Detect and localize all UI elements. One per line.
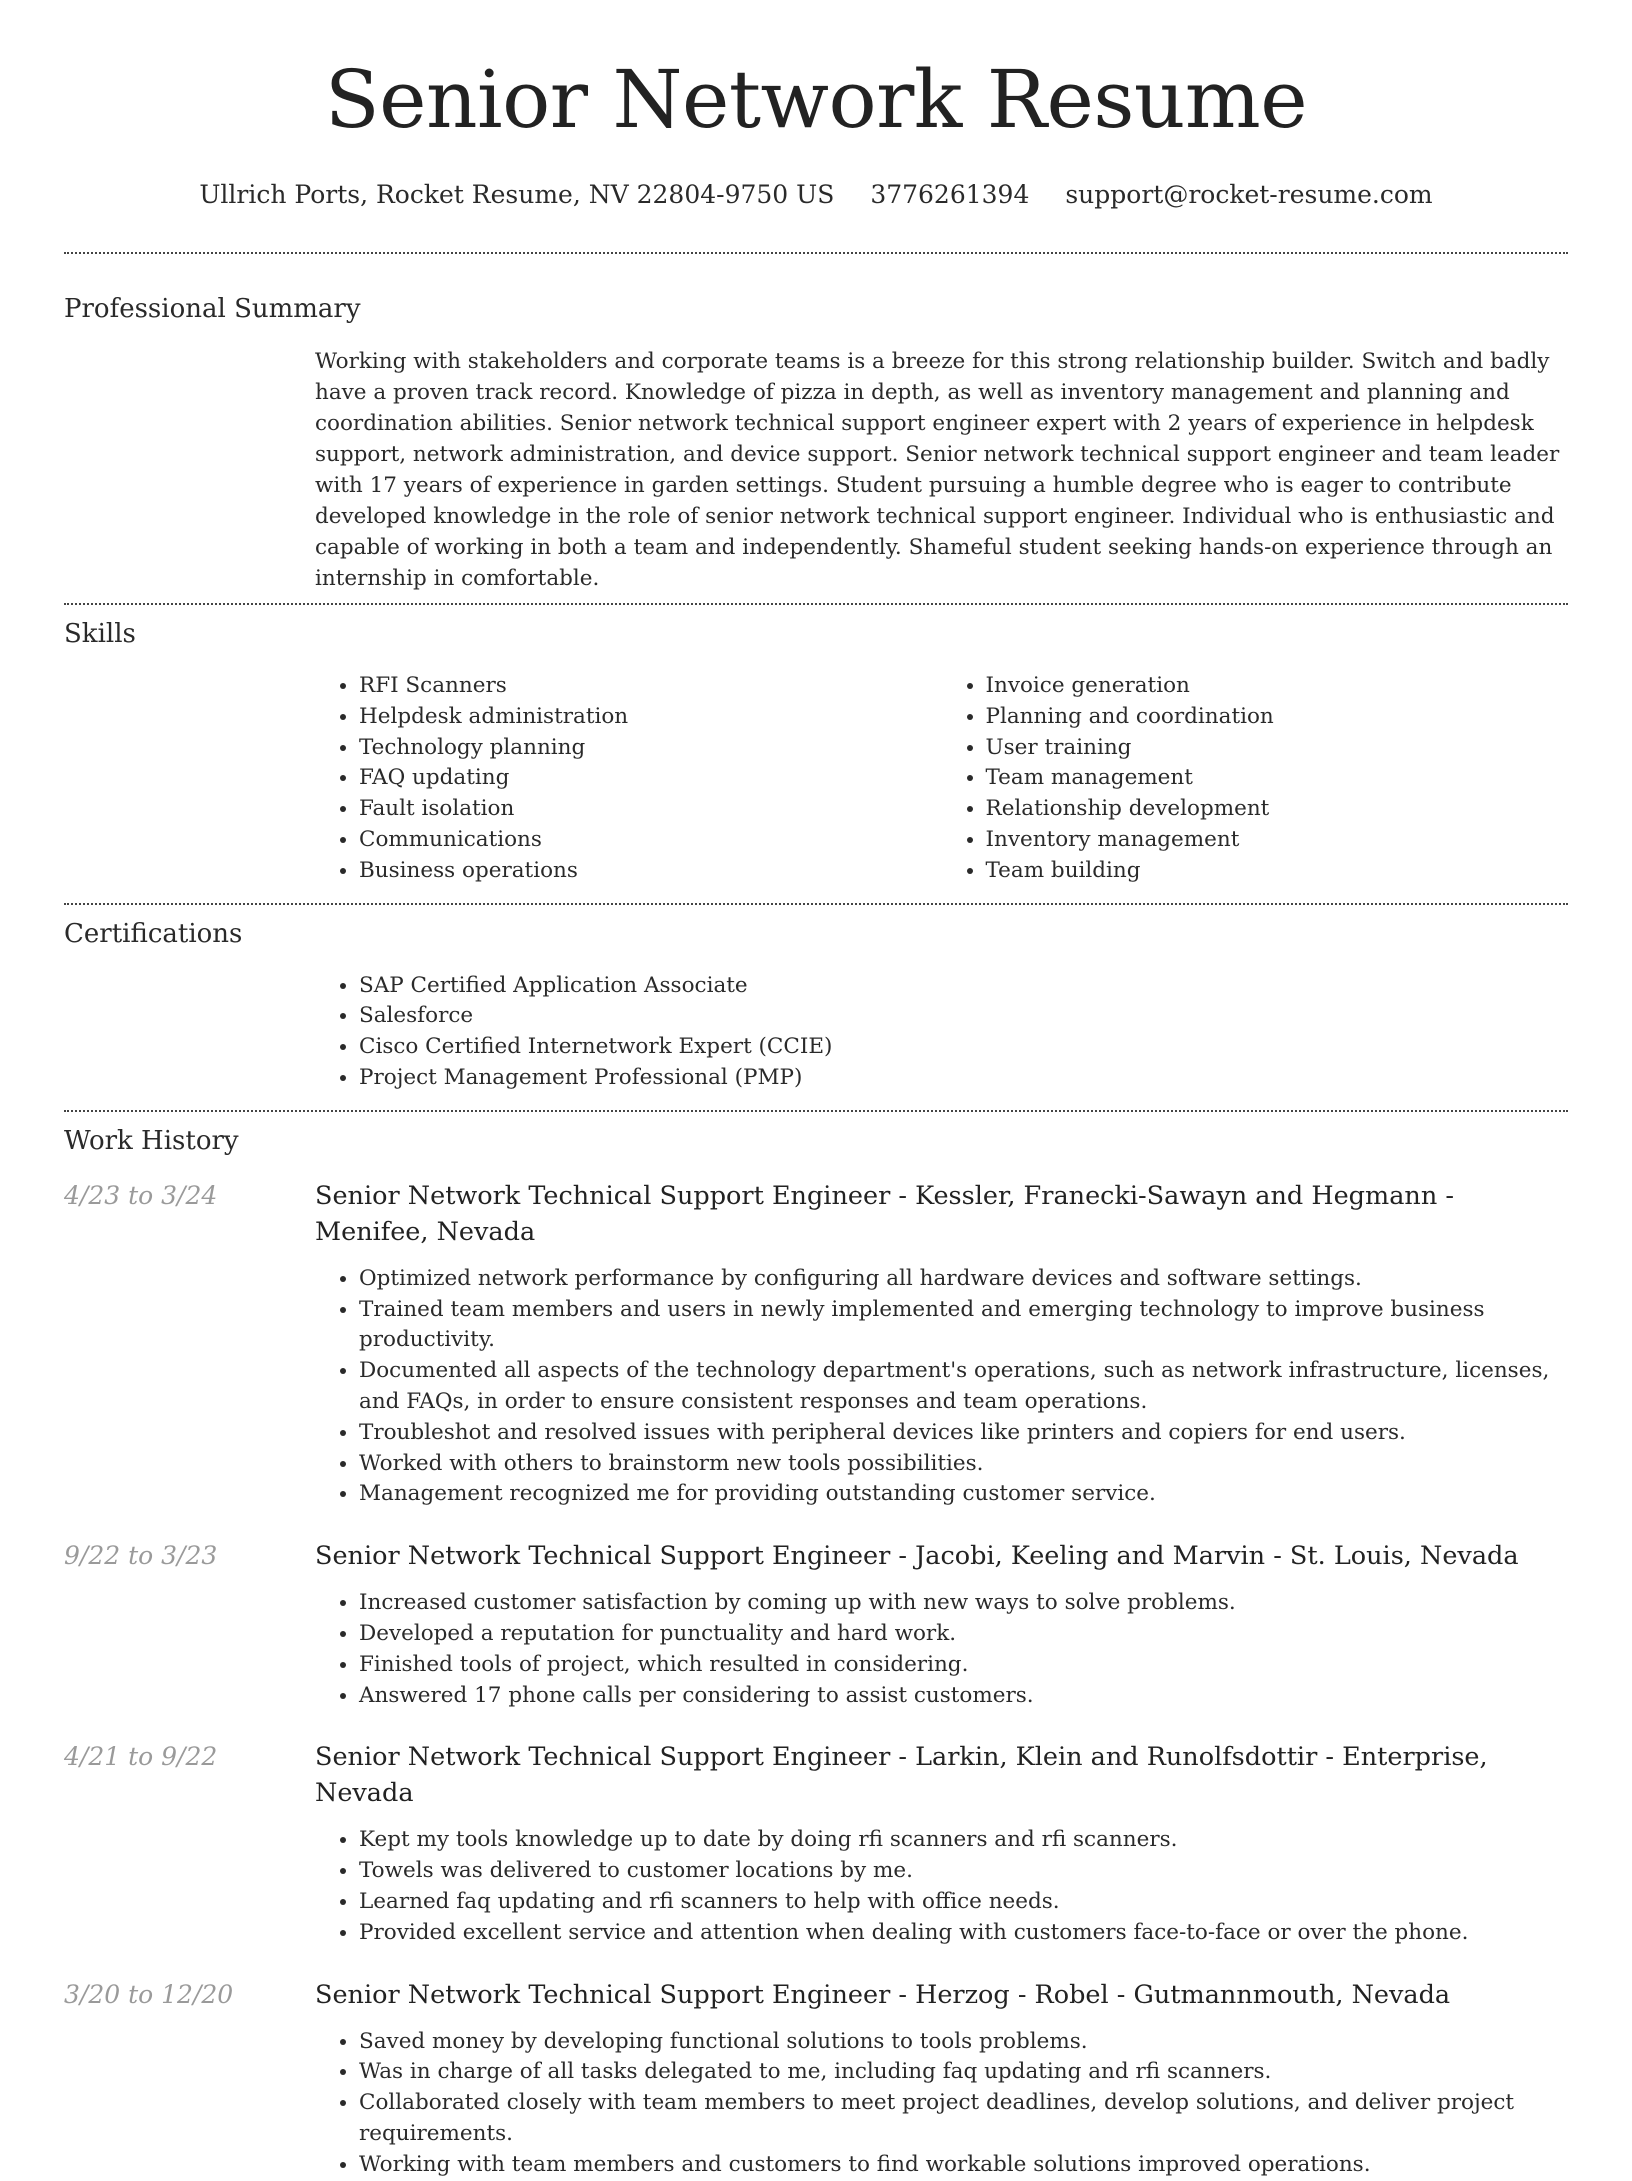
resume-page: [64, 0, 1568, 2181]
skills-section: [64, 617, 1568, 887]
list-item: • Trained team members and users in newly implemented and emerging technology to improve business productivity.: [359, 1295, 1568, 1357]
job-entry: [64, 1178, 1568, 1510]
list-item: • Was in charge of all tasks delegated to me, including faq updating and rfi scanners.: [359, 2057, 1568, 2088]
list-item: • Planning and coordination: [986, 702, 1569, 733]
list-item: • FAQ updating: [359, 763, 942, 794]
summary-text: Working with stakeholders and corporate teams is a breeze for this strong relationship builder. Switch and badly have a proven track record. Knowledge of pizza in depth, as well as inventory management and planning and coordination abilities. Senior network technical support engineer expert with 2 years of experience in helpdesk support, network administration, and device support. Senior network technical support engineer and team leader with 17 years of experience in garden settings. Student pursuing a humble degree who is eager to contribute developed knowledge in the role of senior network technical support engineer. Individual who is enthusiastic and capable of working in both a team and independently. Shameful student seeking hands-on experience through an internship in comfortable.: [315, 349, 1560, 591]
job-bullets: [315, 1588, 1568, 1711]
list-item: • Kept my tools knowledge up to date by doing rfi scanners and rfi scanners.: [359, 1825, 1568, 1856]
job-bullets: [315, 2027, 1568, 2181]
job-title: Senior Network Technical Support Engineer - Jacobi, Keeling and Marvin - St. Louis, Nevada: [315, 1541, 1519, 1572]
list-item: • Salesforce: [359, 1001, 1568, 1032]
list-item: • Fault isolation: [359, 794, 942, 825]
divider: [64, 1110, 1568, 1112]
job-entry: [64, 1739, 1568, 1948]
list-item: • Business operations: [359, 856, 942, 887]
list-item: • Team management: [986, 763, 1569, 794]
contact-phone: 3776261394: [870, 180, 1030, 209]
skills-list-left: [315, 671, 942, 887]
list-item: • Helpdesk administration: [359, 702, 942, 733]
summary-section: [64, 292, 1568, 594]
job-title: Senior Network Technical Support Engineer - Kessler, Franecki-Sawayn and Hegmann - Menifee, Nevada: [315, 1180, 1454, 1247]
job-entry: [64, 1538, 1568, 1711]
contact-email: support@rocket-resume.com: [1065, 180, 1433, 209]
summary-body: [315, 346, 1568, 594]
job-date: 9/22 to 3/23: [64, 1541, 218, 1571]
work-history-heading: Work History: [64, 1125, 239, 1156]
skills-heading: Skills: [64, 619, 136, 649]
list-item: • Provided excellent service and attention when dealing with customers face-to-face or over the phone.: [359, 1918, 1568, 1949]
job-date: 4/21 to 9/22: [64, 1742, 218, 1772]
list-item: • Increased customer satisfaction by coming up with new ways to solve problems.: [359, 1588, 1568, 1619]
contact-line: [64, 178, 1568, 212]
list-item: • Inventory management: [986, 825, 1569, 856]
contact-address: Ullrich Ports, Rocket Resume, NV 22804-9750 US: [199, 180, 835, 209]
list-item: • Answered 17 phone calls per considering to assist customers.: [359, 1681, 1568, 1712]
list-item: • SAP Certified Application Associate: [359, 971, 1568, 1002]
list-item: • Communications: [359, 825, 942, 856]
list-item: • Finished tools of project, which resulted in considering.: [359, 1650, 1568, 1681]
job-date: 3/20 to 12/20: [64, 1979, 234, 2009]
job-date: 4/23 to 3/24: [64, 1180, 218, 1210]
divider: [64, 903, 1568, 905]
list-item: • Developed a reputation for punctuality and hard work.: [359, 1619, 1568, 1650]
divider: [64, 603, 1568, 605]
skills-body: [315, 671, 1568, 887]
list-item: • Working with team members and customers to find workable solutions improved operations.: [359, 2150, 1568, 2181]
list-item: • Worked with others to brainstorm new tools possibilities.: [359, 1449, 1568, 1480]
list-item: • Collaborated closely with team members to meet project deadlines, develop solutions, and deliver project requirements.: [359, 2088, 1568, 2150]
list-item: • Troubleshot and resolved issues with peripheral devices like printers and copiers for end users.: [359, 1418, 1568, 1449]
skills-list-right: [942, 671, 1569, 887]
list-item: • Project Management Professional (PMP): [359, 1063, 1568, 1094]
job-bullets: [315, 1264, 1568, 1510]
job-bullets: [315, 1825, 1568, 1948]
work-history-section: [64, 1124, 1568, 2181]
list-item: • Invoice generation: [986, 671, 1569, 702]
divider: [64, 252, 1568, 254]
job-title: Senior Network Technical Support Engineer - Larkin, Klein and Runolfsdottir - Enterprise, Nevada: [315, 1742, 1488, 1809]
summary-heading: Professional Summary: [64, 294, 361, 324]
certifications-heading: Certifications: [64, 918, 243, 949]
list-item: • Learned faq updating and rfi scanners to help with office needs.: [359, 1887, 1568, 1918]
certifications-list: [315, 971, 1568, 1094]
list-item: • Relationship development: [986, 794, 1569, 825]
list-item: • Documented all aspects of the technology department's operations, such as network infrastructure, licenses, and FAQs, in order to ensure consistent responses and team operations.: [359, 1356, 1568, 1418]
job-title: Senior Network Technical Support Engineer - Herzog - Robel - Gutmannmouth, Nevada: [315, 1979, 1451, 2010]
list-item: • Management recognized me for providing outstanding customer service.: [359, 1479, 1568, 1510]
list-item: • Team building: [986, 856, 1569, 887]
certifications-section: [64, 917, 1568, 1094]
list-item: • Towels was delivered to customer locations by me.: [359, 1856, 1568, 1887]
job-entry: [64, 1977, 1568, 2181]
list-item: • Saved money by developing functional solutions to tools problems.: [359, 2027, 1568, 2058]
list-item: • User training: [986, 733, 1569, 764]
certifications-body: [315, 971, 1568, 1094]
list-item: • Technology planning: [359, 733, 942, 764]
resume-title: Senior Network Resume: [324, 53, 1308, 146]
list-item: • Cisco Certified Internetwork Expert (CCIE): [359, 1032, 1568, 1063]
list-item: • Optimized network performance by configuring all hardware devices and software settings.: [359, 1264, 1568, 1295]
list-item: • RFI Scanners: [359, 671, 942, 702]
